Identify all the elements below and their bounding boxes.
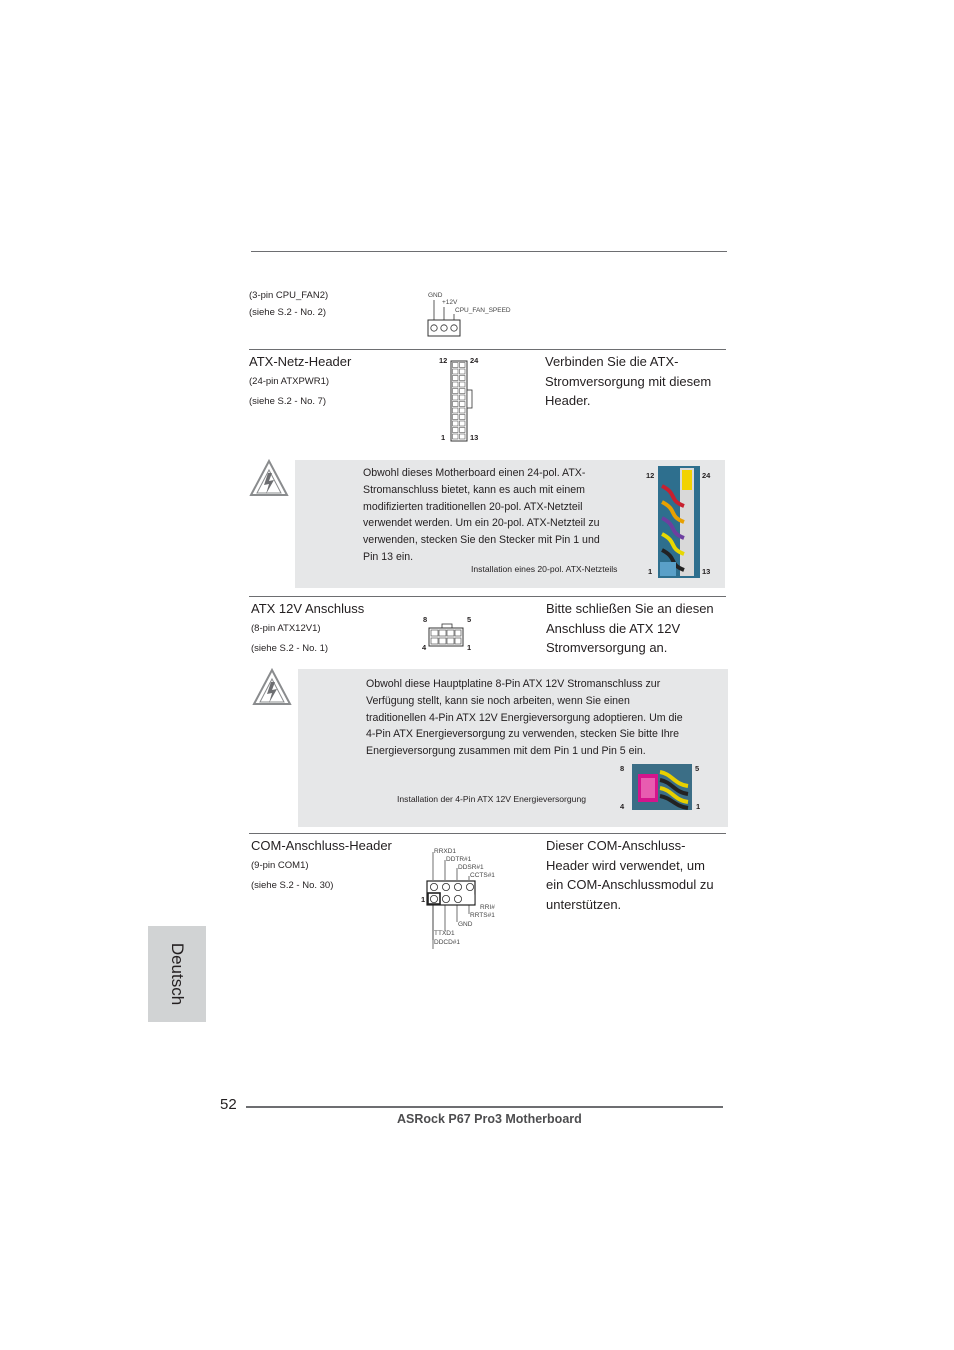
fan-ref: (siehe S.2 - No. 2) bbox=[249, 307, 327, 318]
atx20-photo bbox=[644, 466, 716, 578]
atx20-photo-image bbox=[658, 466, 700, 578]
com-pin-1: 1 bbox=[421, 895, 426, 904]
com-signal-ttxd1: TTXD1 bbox=[434, 930, 455, 937]
com-signal-gnd: GND bbox=[458, 921, 473, 928]
note2-caption: Installation der 4-Pin ATX 12V Energieversorgung bbox=[397, 794, 587, 804]
fan-pins: (3-pin CPU_FAN2) bbox=[249, 290, 329, 301]
footer-rule bbox=[246, 1106, 723, 1108]
atx-title: ATX-Netz-Header bbox=[249, 354, 352, 369]
com-signal-ddsr1: DDSR#1 bbox=[458, 864, 484, 871]
com-description: Dieser COM-Anschluss- Header wird verwendet, um ein COM-Anschlussmodul zu unterstützen. bbox=[546, 838, 714, 912]
com-pins: (9-pin COM1) bbox=[251, 860, 309, 871]
language-tab-label: Deutsch bbox=[168, 942, 187, 1006]
com-signal-ccts1: CCTS#1 bbox=[470, 872, 495, 879]
atx12v-connector-icon bbox=[428, 623, 466, 647]
warning-icon bbox=[251, 667, 293, 707]
com-signal-rrxd1: RRXD1 bbox=[434, 848, 457, 855]
photo1-pin-1: 1 bbox=[648, 567, 653, 576]
fan-label-speed: CPU_FAN_SPEED bbox=[455, 307, 511, 314]
page-number: 52 bbox=[220, 1096, 237, 1113]
com-ref: (siehe S.2 - No. 30) bbox=[251, 880, 334, 891]
section-rule-com bbox=[249, 833, 726, 834]
top-rule bbox=[251, 251, 727, 252]
footer-title: ASRock P67 Pro3 Motherboard bbox=[397, 1112, 582, 1126]
fan-label-gnd: GND bbox=[428, 292, 443, 299]
atx12v-pin-5: 5 bbox=[467, 615, 472, 624]
fan-diagram bbox=[426, 290, 546, 340]
com-connector-diagram bbox=[420, 846, 510, 950]
atx-pin-13: 13 bbox=[470, 433, 479, 442]
atx12v-pin-8: 8 bbox=[423, 615, 428, 624]
com-signal-rri: RRI# bbox=[480, 904, 495, 911]
atx12v-description: Bitte schließen Sie an diesen Anschluss die ATX 12V Stromversorgung an. bbox=[546, 601, 714, 656]
atx-pin-1: 1 bbox=[441, 433, 446, 442]
com-signal-rrts1: RRTS#1 bbox=[470, 912, 495, 919]
photo1-pin-13: 13 bbox=[702, 567, 711, 576]
atx-description: Verbinden Sie die ATX- Stromversorgung mit diesem Header. bbox=[545, 354, 712, 409]
photo2-pin-1: 1 bbox=[696, 802, 701, 811]
atx12v-pins: (8-pin ATX12V1) bbox=[251, 623, 321, 634]
atx-pins: (24-pin ATXPWR1) bbox=[249, 376, 330, 387]
note1-caption: Installation eines 20-pol. ATX-Netzteils bbox=[471, 564, 618, 574]
com-signal-ddtr1: DDTR#1 bbox=[446, 856, 472, 863]
atx-pin-24: 24 bbox=[470, 356, 479, 365]
atx12v-pin-1: 1 bbox=[467, 643, 472, 652]
warning-icon bbox=[248, 458, 290, 498]
photo1-pin-24: 24 bbox=[702, 471, 711, 480]
atx12v-pin-4: 4 bbox=[422, 643, 427, 652]
atx-pin-12: 12 bbox=[439, 356, 448, 365]
atx24-connector-icon bbox=[450, 360, 474, 442]
fan-connector-icon bbox=[426, 290, 466, 340]
photo2-pin-5: 5 bbox=[695, 764, 700, 773]
note2-text: Obwohl diese Hauptplatine 8-Pin ATX 12V Stromanschluss zur Verfügung stellt, kann sie noch arbeiten, wenn Sie einen traditionellen 4-Pin ATX 12V Energieversorgung adoptieren. Um die 4-Pin ATX Energieversorgung zu verwenden, stecken Sie bitte Ihre Energieversorgung zusammen mit dem Pin 1 und Pin 5 ein. bbox=[366, 678, 683, 758]
atx12v-photo-image bbox=[632, 764, 692, 810]
section-rule-atx bbox=[249, 349, 726, 350]
com-signal-ddcd1: DDCD#1 bbox=[434, 939, 461, 946]
atx12v-connector-diagram bbox=[420, 613, 480, 655]
atx12v-photo bbox=[618, 762, 704, 812]
com-title: COM-Anschluss-Header bbox=[251, 838, 392, 853]
atx12v-title: ATX 12V Anschluss bbox=[251, 601, 365, 616]
atx12v-ref: (siehe S.2 - No. 1) bbox=[251, 643, 329, 654]
fan-label-12v: +12V bbox=[442, 299, 458, 306]
atx-ref: (siehe S.2 - No. 7) bbox=[249, 396, 327, 407]
photo1-pin-12: 12 bbox=[646, 471, 655, 480]
language-tab bbox=[148, 926, 206, 1022]
photo2-pin-4: 4 bbox=[620, 802, 625, 811]
section-rule-12v bbox=[249, 596, 726, 597]
photo2-pin-8: 8 bbox=[620, 764, 625, 773]
atx24-connector-diagram bbox=[436, 354, 486, 444]
note1-text: Obwohl dieses Motherboard einen 24-pol. ATX- Stromanschluss bietet, kann es auch mit einem modifizierten traditionellen 20-pol. ATX-Netzteil verwendet werden. Um ein 20-pol. ATX-Netzteil zu verwenden, stecken Sie den Stecker mit Pin 1 und Pin 13 ein. bbox=[363, 467, 600, 563]
